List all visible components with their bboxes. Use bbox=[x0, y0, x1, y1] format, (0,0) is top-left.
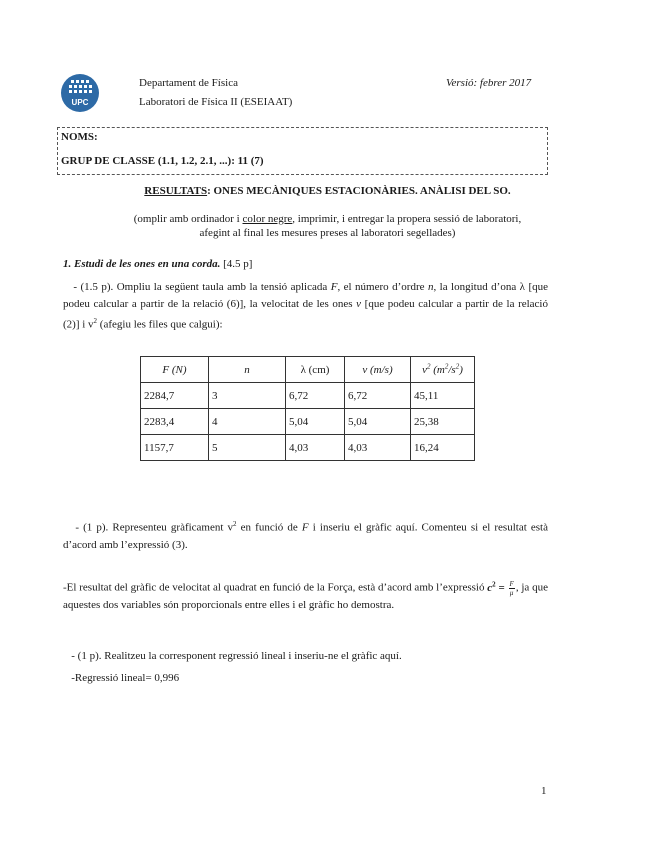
cell-velocity: 6,72 bbox=[345, 383, 411, 409]
force-over-mu-fraction bbox=[509, 580, 515, 597]
upc-logo-icon bbox=[61, 74, 99, 112]
header-order-text: n bbox=[244, 363, 250, 376]
instruction-paragraph-3 bbox=[63, 648, 548, 665]
p1-a: - (1.5 p). Ompliu la següent taula amb la tensió aplicada bbox=[73, 281, 331, 293]
cell-force: 2283,4 bbox=[141, 409, 209, 435]
cell-velocity-squared: 25,38 bbox=[411, 409, 475, 435]
table-header-row bbox=[141, 357, 475, 383]
p3-eq: = bbox=[495, 581, 508, 594]
h5-sup2: 2 bbox=[444, 362, 449, 371]
p1-c: , la longitud d’ona λ [que podeu calcular a partir de la relació (6)], la velocitat de les ones bbox=[63, 281, 549, 310]
cell-velocity: 5,04 bbox=[345, 409, 411, 435]
header-order bbox=[209, 357, 286, 383]
p1-F: F bbox=[330, 281, 338, 293]
table-row bbox=[141, 383, 475, 409]
h5-d: ) bbox=[459, 364, 463, 377]
p3-a: -El resultat del gràfic de velocitat al quadrat en funció de la Força, està d’acord amb l’expressió bbox=[63, 581, 488, 594]
h5-sup3: 2 bbox=[455, 362, 460, 371]
h5-a: v bbox=[422, 364, 427, 377]
p1-n: n bbox=[427, 281, 434, 293]
p2-F: F bbox=[301, 521, 309, 534]
instruction-paragraph-1 bbox=[63, 279, 548, 334]
answer-paragraph bbox=[63, 576, 548, 614]
cell-wavelength: 5,04 bbox=[286, 409, 345, 435]
title-rest: : ONES MECÀNIQUES ESTACIONÀRIES. ANÀLISI DEL SO. bbox=[207, 185, 511, 197]
p1-sup: 2 bbox=[93, 317, 98, 325]
section-1-heading bbox=[63, 258, 252, 270]
cell-velocity-squared: 45,11 bbox=[411, 383, 475, 409]
instruction-paragraph-2 bbox=[63, 516, 548, 554]
cell-wavelength: 6,72 bbox=[286, 383, 345, 409]
p2-c: i inseriu el gràfic aquí. Comenteu si el resultat està d’acord amb l’expressió (3). bbox=[63, 521, 548, 551]
cell-force: 2284,7 bbox=[141, 383, 209, 409]
page-number: 1 bbox=[541, 785, 547, 797]
student-info-box bbox=[57, 127, 548, 175]
instr-text-b: , imprimir, i entregar la propera sessió de laboratori, bbox=[292, 213, 522, 225]
department-name: Departament de Física bbox=[139, 77, 238, 89]
table-row bbox=[141, 409, 475, 435]
h5-c: /s bbox=[448, 364, 456, 377]
group-field: GRUP DE CLASSE (1.1, 1.2, 2.1, ...): 11 (7) bbox=[61, 155, 264, 167]
cell-order: 5 bbox=[209, 435, 286, 461]
instructions-line-2: afegint al final les mesures preses al laboratori segellades) bbox=[199, 227, 456, 239]
h5-sup1: 2 bbox=[427, 362, 431, 371]
p1-d: [que podeu calcular a partir de la relació (2)] i v bbox=[63, 298, 548, 331]
cell-wavelength: 4,03 bbox=[286, 435, 345, 461]
instructions-line-1 bbox=[0, 213, 655, 225]
p3-c: c bbox=[487, 581, 493, 594]
p1-e: (afegiu les files que calgui): bbox=[97, 318, 223, 331]
section-points: [4.5 p] bbox=[220, 258, 253, 270]
p1-v: v bbox=[356, 298, 362, 310]
header-velocity-text: v (m/s) bbox=[362, 363, 393, 376]
p4-text: - (1 p). Realitzeu la corresponent regressió lineal i inseriu-ne el gràfic aquí. bbox=[71, 650, 402, 662]
p2-b: en funció de bbox=[236, 521, 302, 534]
section-heading-text: 1. Estudi de les ones en una corda. bbox=[63, 258, 221, 270]
frac-den: μ bbox=[509, 588, 514, 597]
results-title bbox=[0, 185, 655, 197]
cell-order: 4 bbox=[209, 409, 286, 435]
lab-name: Laboratori de Física II (ESEIAAT) bbox=[139, 96, 293, 108]
table-row bbox=[141, 435, 475, 461]
p3-b: , ja que aquestes dos variables són proporcionals entre elles i el gràfic ho demostra. bbox=[63, 581, 548, 611]
cell-velocity-squared: 16,24 bbox=[411, 435, 475, 461]
header-velocity-squared bbox=[411, 357, 475, 383]
cell-order: 3 bbox=[209, 383, 286, 409]
p5-text: -Regressió lineal= 0,996 bbox=[71, 672, 180, 684]
header-velocity bbox=[345, 357, 411, 383]
header-wavelength: λ (cm) bbox=[286, 357, 345, 383]
cell-velocity: 4,03 bbox=[345, 435, 411, 461]
title-prefix: RESULTATS bbox=[144, 185, 208, 197]
frac-num: F bbox=[509, 579, 514, 588]
instr-text-a: (omplir amb ordinador i bbox=[133, 213, 243, 225]
version-label: Versió: febrer 2017 bbox=[446, 77, 532, 89]
p1-b: , el número d’ordre bbox=[337, 281, 428, 293]
p3-c-sup: 2 bbox=[492, 580, 496, 588]
regression-result bbox=[63, 670, 548, 687]
p2-a: - (1 p). Representeu gràficament v bbox=[75, 521, 234, 534]
upc-logo bbox=[61, 74, 99, 112]
header-force-text: F (N) bbox=[162, 363, 187, 376]
svg-text:UPC: UPC bbox=[71, 98, 89, 107]
measurements-table bbox=[140, 356, 475, 461]
header-force bbox=[141, 357, 209, 383]
h5-b: (m bbox=[430, 364, 445, 377]
instr-underlined: color negre bbox=[242, 213, 293, 225]
names-field: NOMS: bbox=[61, 131, 98, 143]
cell-force: 1157,7 bbox=[141, 435, 209, 461]
p2-sup: 2 bbox=[233, 520, 237, 528]
